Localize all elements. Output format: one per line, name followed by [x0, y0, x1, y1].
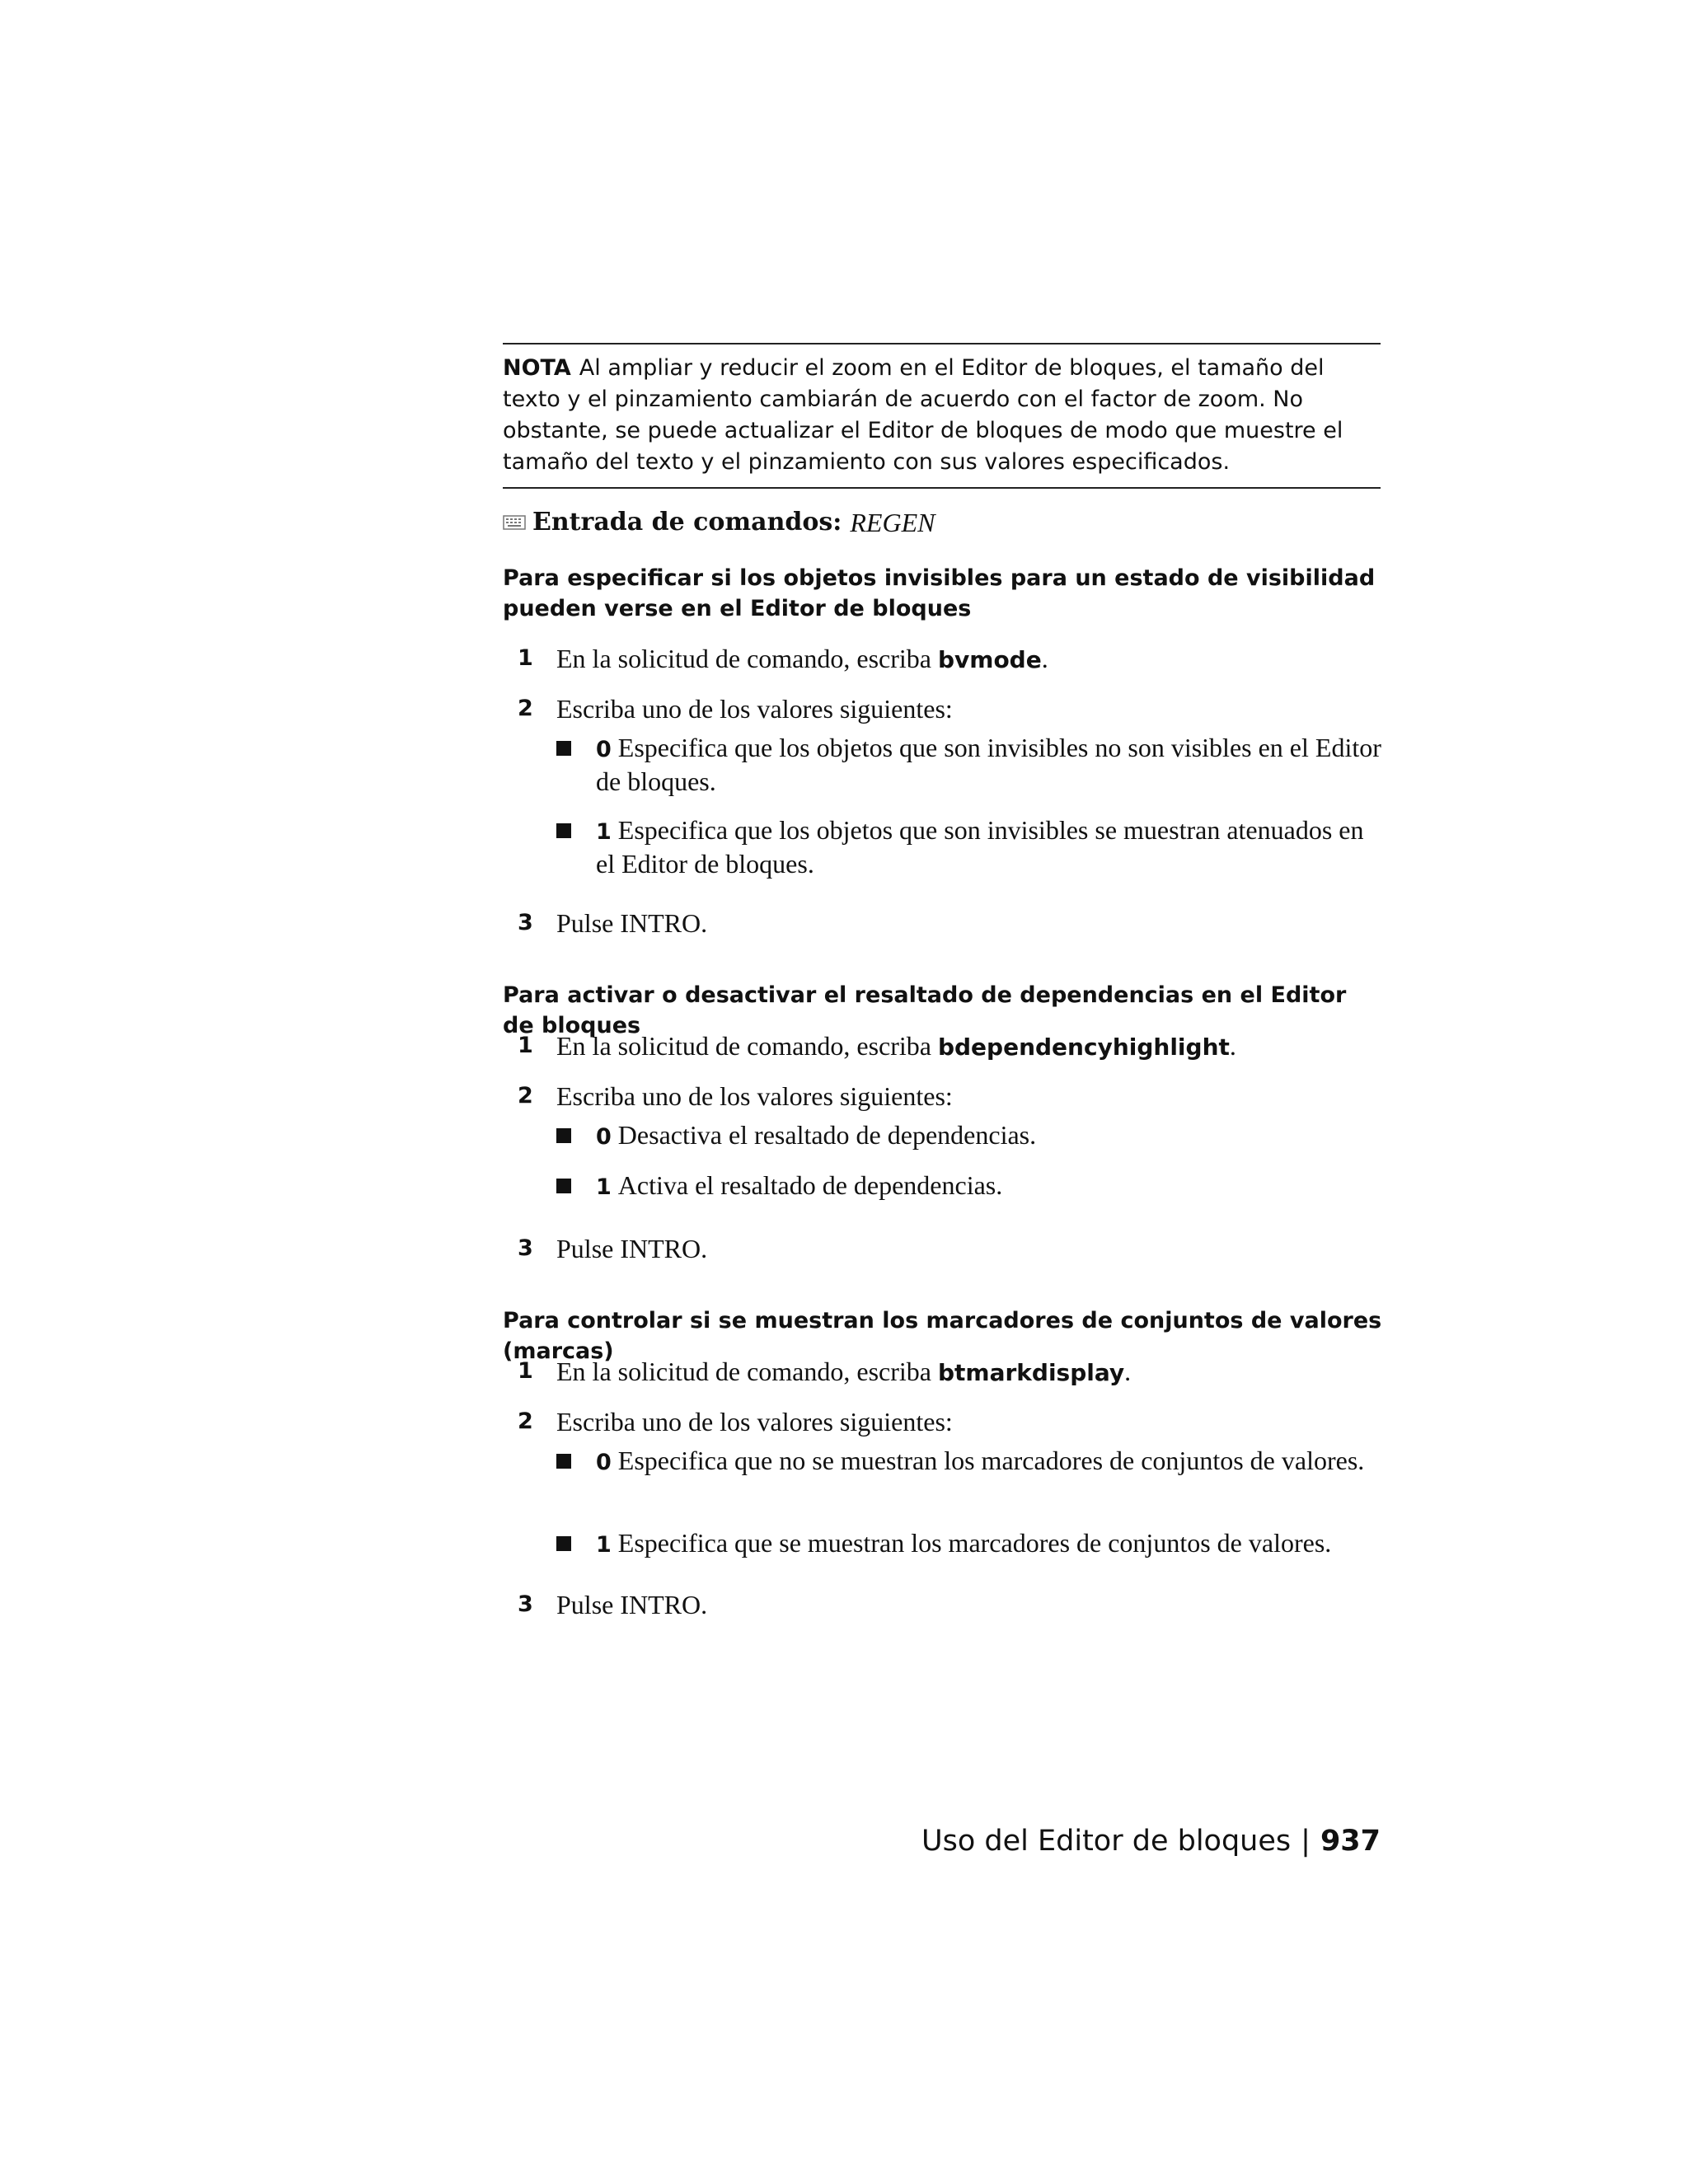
step-text: Escriba uno de los valores siguientes:: [556, 1407, 953, 1436]
option-text: Activa el resaltado de dependencias.: [617, 1170, 1003, 1200]
step-number: 1: [518, 1033, 533, 1058]
option-value: 1: [596, 1532, 612, 1558]
option-text: Especifica que los objetos que son invisibles no son visibles en el Editor de bloques.: [596, 733, 1381, 796]
keyboard-icon: [503, 514, 526, 531]
command-entry-label: Entrada de comandos:: [532, 508, 842, 537]
step-number: 3: [518, 910, 533, 935]
step-number: 2: [518, 696, 533, 721]
step-number: 1: [518, 645, 533, 671]
step-text: Escriba uno de los valores siguientes:: [556, 694, 953, 724]
option-value: 0: [596, 1124, 612, 1150]
step-text: Escriba uno de los valores siguientes:: [556, 1081, 953, 1111]
step-end: .: [1124, 1357, 1132, 1386]
option-value: 1: [596, 819, 612, 845]
option-text: Especifica que se muestran los marcadores de conjuntos de valores.: [617, 1528, 1332, 1558]
step-number: 1: [518, 1358, 533, 1384]
step-end: .: [1041, 644, 1048, 673]
bullet-square-icon: [556, 741, 571, 756]
step-number: 2: [518, 1083, 533, 1108]
footer-separator: |: [1301, 1825, 1311, 1858]
step-text: Pulse INTRO.: [556, 1234, 708, 1263]
section-heading: Para activar o desactivar el resaltado de dependencias en el Editor de bloques: [503, 982, 1347, 1038]
step-text: En la solicitud de comando, escriba: [556, 644, 938, 673]
command-entry-value: REGEN: [850, 508, 935, 537]
step-text: En la solicitud de comando, escriba: [556, 1357, 938, 1386]
bullet-square-icon: [556, 1179, 571, 1193]
option-text: Desactiva el resaltado de dependencias.: [617, 1120, 1037, 1150]
step-text: Pulse INTRO.: [556, 908, 708, 938]
bullet-square-icon: [556, 1454, 571, 1469]
command-name: bvmode: [937, 646, 1042, 673]
command-entry: [503, 506, 935, 539]
option-value: 1: [596, 1174, 612, 1200]
step-text: Pulse INTRO.: [556, 1590, 708, 1619]
page-footer: [921, 1823, 1381, 1859]
step-end: .: [1229, 1031, 1236, 1061]
step-text: En la solicitud de comando, escriba: [556, 1031, 938, 1061]
option-text: Especifica que no se muestran los marcadores de conjuntos de valores.: [617, 1446, 1365, 1475]
command-name: bdependencyhighlight: [937, 1033, 1230, 1061]
bullet-square-icon: [556, 1536, 571, 1551]
section-heading: Para especificar si los objetos invisibles para un estado de visibilidad pueden verse en el Editor de bloques: [503, 565, 1376, 621]
note-text: Al ampliar y reducir el zoom en el Editor de bloques, el tamaño del texto y el pinzamiento cambiarán de acuerdo con el factor de zoom. No obstante, se puede actualizar el Editor de bloques de modo que muestre el tamaño del texto y el pinzamiento con sus valores especificados.: [503, 355, 1343, 475]
step-number: 2: [518, 1408, 533, 1434]
footer-title: Uso del Editor de bloques: [921, 1825, 1292, 1858]
bullet-square-icon: [556, 1128, 571, 1143]
command-name: btmarkdisplay: [937, 1359, 1125, 1386]
page-number: 937: [1320, 1825, 1381, 1858]
option-value: 0: [596, 737, 612, 762]
option-text: Especifica que los objetos que son invisibles se muestran atenuados en el Editor de bloques.: [596, 815, 1364, 879]
note-box: [503, 343, 1381, 489]
section-heading: Para controlar si se muestran los marcadores de conjuntos de valores (marcas): [503, 1308, 1382, 1364]
note-label: NOTA: [503, 355, 571, 381]
step-number: 3: [518, 1591, 533, 1617]
step-number: 3: [518, 1235, 533, 1261]
bullet-square-icon: [556, 823, 571, 838]
option-value: 0: [596, 1450, 612, 1475]
